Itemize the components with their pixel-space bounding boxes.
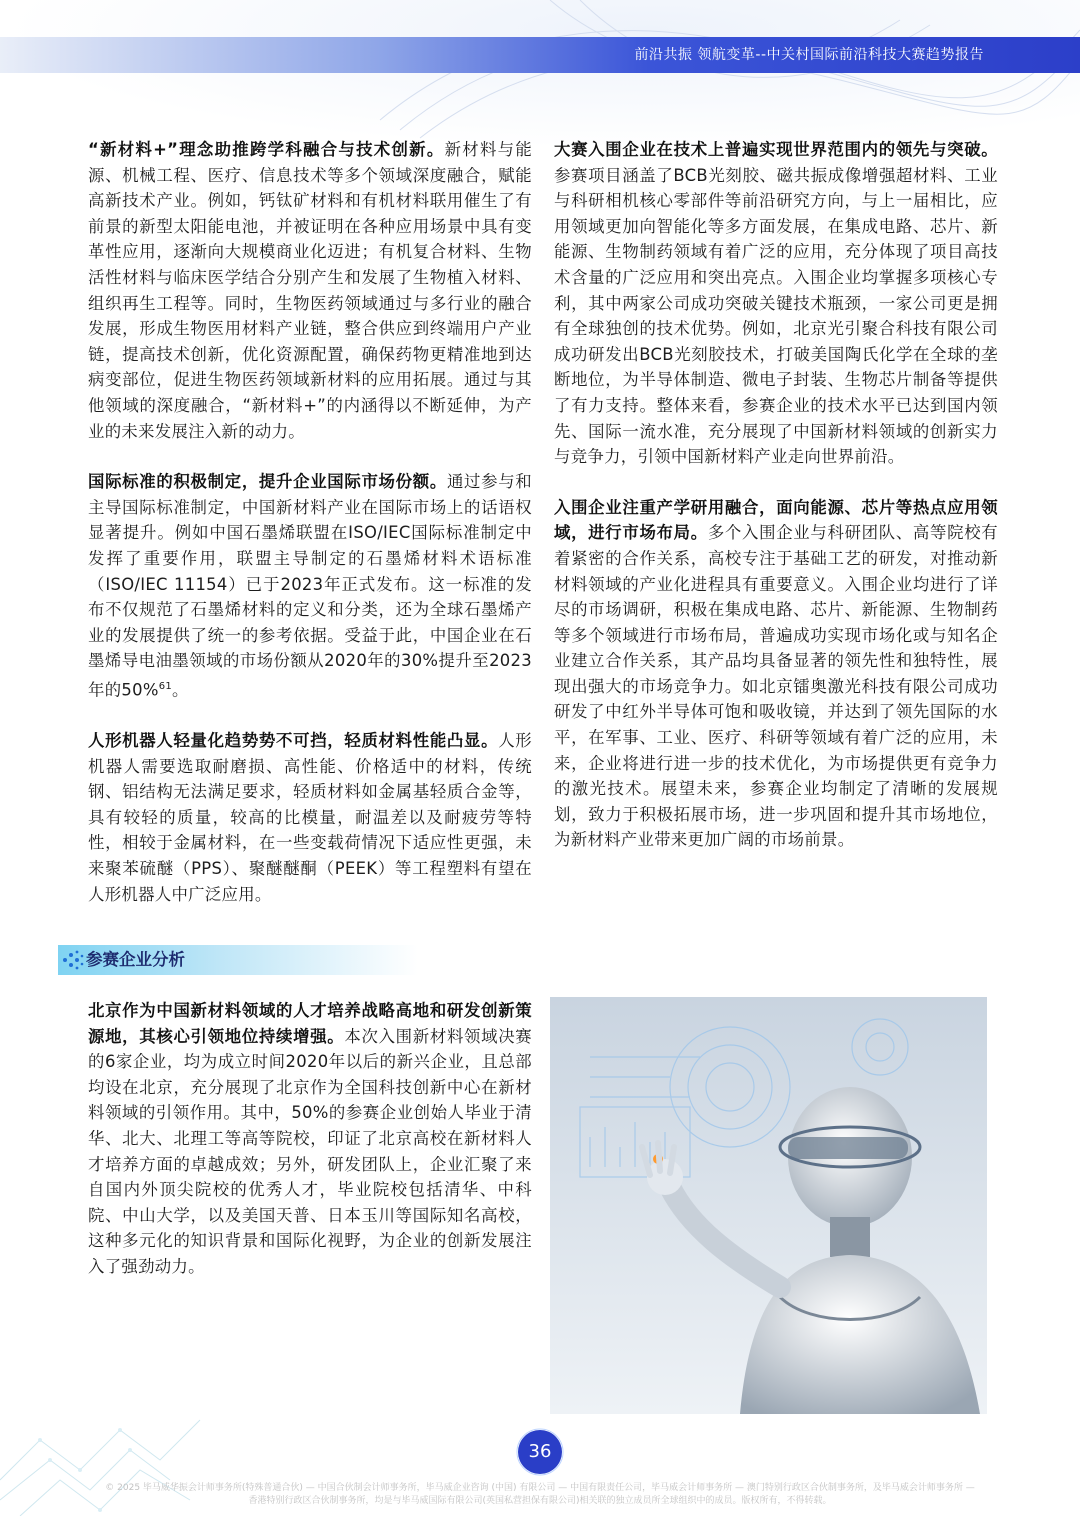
- paragraph-tech-leadership: [554, 137, 998, 470]
- right-column: [554, 137, 998, 878]
- paragraph-lead: 北京作为中国新材料领域的人才培养战略高地和研发创新策源地，其核心引领地位持续增强。: [88, 1001, 532, 1046]
- footnote-ref: 61: [158, 680, 173, 692]
- header-bar: [0, 37, 1080, 73]
- paragraph-body: 人形机器人需要选取耐磨损、高性能、价格适中的材料，传统钢、铝结构无法满足要求，轻质材料如金属基轻质合金等，具有较轻的质量，较高的比模量，耐温差以及耐疲劳等特性，相较于金属材料，在一些变载荷情况下适应性更强，未来聚苯硫醚（PPS）、聚醚醚酮（PEEK）等工程塑料有望在人形机器人中广泛应用。: [88, 730, 532, 904]
- paragraph-body: 多个入围企业与科研团队、高等院校有着紧密的合作关系，高校专注于基础工艺的研发，对推动新材料领域的产业化进程具有重要意义。入围企业均进行了详尽的市场调研，积极在集成电路、芯片、新能源、生物制药等多个领域进行市场布局，普遍成功实现市场化或与知名企业建立合作关系，其产品均具备显著的领先性和独特性，展现出强大的市场竞争力。如北京镭奥激光科技有限公司成功研发了中红外半导体可饱和吸收镜，并达到了领先国际的水平，在军事、工业、医疗、科研等领域有着广泛的应用，未来，企业将进行进一步的技术优化，为市场提供更有竞争力的激光技术。展望未来，参赛企业均制定了清晰的发展规划，致力于积极拓展市场，进一步巩固和提升其市场地位，为新材料产业带来更加广阔的市场前景。: [554, 523, 998, 850]
- paragraph-lead: 入围企业注重产学研用融合，面向能源、芯片等热点应用领域，进行市场布局。: [554, 497, 998, 543]
- paragraph-international-standards: [88, 469, 532, 703]
- paragraph-beijing-talent: [88, 998, 532, 1280]
- paragraph-lead: 国际标准的积极制定，提升企业国际市场份额。: [88, 472, 447, 492]
- left-column: [88, 137, 532, 932]
- paragraph-body: 参赛项目涵盖了BCB光刻胶、磁共振成像增强超材料、工业与科研相机核心零部件等前沿研究方向，与上一届相比，应用领域更加向智能化等多方面发展，在集成电路、芯片、新能源、生物制药领域有着广泛的应用，充分体现了项目高技术含量的广泛应用和突出亮点。入围企业均掌握多项核心专利，其中两家公司成功突破关键技术瓶颈，一家公司更是拥有全球独创的技术优势。例如，北京光引聚合科技有限公司成功研发出BCB光刻胶技术，打破美国陶氏化学在全球的垄断地位，为半导体制造、微电子封装、生物芯片制备等提供了有力支持。整体来看，参赛企业的技术水平已达到国内领先、国际一流水准，充分展现了中国新材料领域的创新实力与竞争力，引领中国新材料产业走向世界前沿。: [554, 165, 998, 467]
- paragraph-lead: 大赛入围企业在技术上普遍实现世界范围内的领先与突破。: [554, 140, 998, 159]
- dots-icon: [62, 950, 84, 970]
- paragraph-industry-academia: [554, 495, 998, 853]
- section-banner: [58, 945, 418, 975]
- report-title: 前沿共振 领航变革--中关村国际前沿科技大赛趋势报告: [634, 47, 984, 63]
- paragraph-body: 新材料与能源、机械工程、医疗、信息技术等多个领域深度融合，赋能高新技术产业。例如，钙钛矿材料和有机材料联用催生了有前景的新型太阳能电池，并被证明在各种应用场景中具有变革性应用，逐渐向大规模商业化迈进；有机复合材料、生物活性材料与临床医学结合分别产生和发展了生物植入材料、组织再生工程等。同时，生物医药领域通过与多行业的融合发展，形成生物医用材料产业链，整合供应到终端用户产业链，提高技术创新，优化资源配置，确保药物更精准地到达病变部位，促进生物医药领域新材料的应用拓展。通过与其他领域的深度融合，“新材料+”的内涵得以不断延伸，为产业的未来发展注入新的动力。: [88, 140, 533, 441]
- paragraph-body: 通过参与和主导国际标准制定，中国新材料产业在国际市场上的话语权显著提升。例如中国石墨烯联盟在ISO/IEC国际标准制定中发挥了重要作用，联盟主导制定的石墨烯材料术语标准（ISO/IEC 11154）已于2023年正式发布。这一标准的发布不仅规范了石墨烯材料的定义和分类，还为全球石墨烯产业的发展提供了统一的参考依据。受益于此，中国企业在石墨烯导电油墨领域的市场份额从2020年的30%提升至2023年的50%: [88, 472, 532, 700]
- paragraph-new-materials: [88, 137, 532, 444]
- paragraph-lead: “新材料+”理念助推跨学科融合与技术创新。: [88, 140, 445, 159]
- bottom-left-text: [88, 998, 532, 1305]
- page-number-badge: [516, 1428, 564, 1476]
- paragraph-body: 本次入围新材料领域决赛的6家企业，均为成立时间2020年以后的新兴企业，且总部均设在北京，充分展现了北京作为全国科技创新中心在新材料领域的引领作用。其中，50%的参赛企业创始人毕业于清华、北大、北理工等高等院校，印证了北京高校在新材料人才培养方面的卓越成效；另外，研发团队上，企业汇聚了来自国内外顶尖院校的优秀人才，毕业院校包括清华、中科院、中山大学，以及美国天普、日本玉川等国际知名高校，这种多元化的知识背景和国际化视野，为企业的创新发展注入了强劲动力。: [88, 1026, 532, 1276]
- paragraph-tail: 。: [172, 680, 189, 700]
- section-title: 参赛企业分析: [86, 950, 185, 969]
- footer-line-1: © 2025 毕马威华振会计师事务所(特殊普通合伙) — 中国合伙制会计师事务所，毕马威企业咨询 (中国) 有限公司 — 中国有限责任公司，毕马威会计师事务所 — 澳门特别行政区合伙制事务所，及毕马威会计师事务所 —: [105, 1483, 975, 1493]
- footer-line-2: 香港特别行政区合伙制事务所，均是与毕马威国际有限公司(英国私营担保有限公司)相关联的独立成员所全球组织中的成员。版权所有，不得转载。: [248, 1496, 832, 1506]
- copyright-footer: [30, 1482, 1050, 1508]
- page-number: 36: [528, 1441, 552, 1462]
- paragraph-lead: 人形机器人轻量化趋势势不可挡，轻质材料性能凸显。: [88, 730, 499, 750]
- robot-image: [550, 997, 987, 1414]
- paragraph-humanoid-robots: [88, 728, 532, 907]
